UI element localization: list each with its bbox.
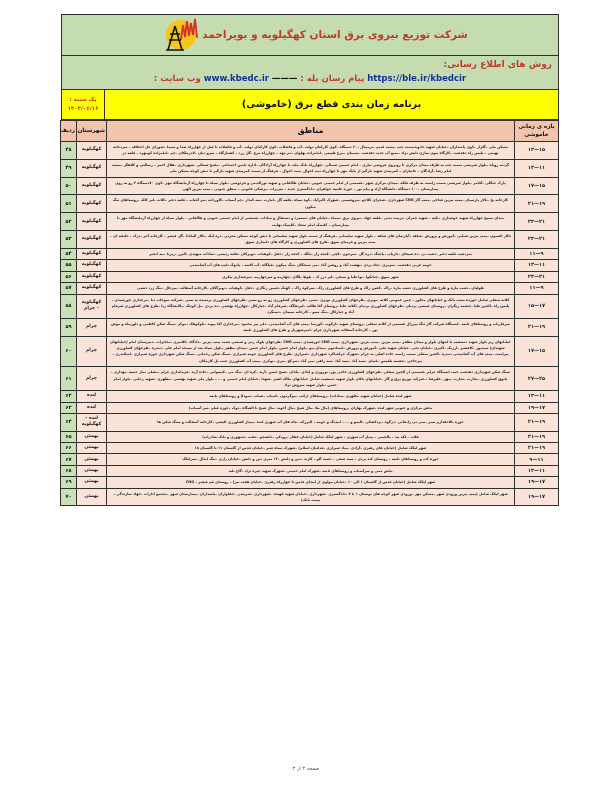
messenger-label: پیام رسان بله : [300, 74, 365, 84]
cell-city: لنده [77, 391, 107, 402]
cell-areas: شهر لیکک شامل (پمپ بنزین ورودی شهر –مسکن مهر –ورودی شهر کوچه های نوستان ۱ تا ۷ –دادگستری –شهرداری –خیابان شهید قهنجد –شهرداری –شریعتی –جقلواران –پاسداران –بیمارستان شهر –مجتمع ادارات –جهاد سازندگی –پست بانک) [107, 488, 515, 506]
table-header [61, 121, 559, 142]
cell-time: ۱۱—۱۳ [515, 391, 559, 402]
cell-row-number: ۶۹ [61, 477, 77, 488]
cell-areas: پارک جنگلی –آقامر –بلوار شریعتی سمت راست به طرف فلکه –میدان مرکزی شهر –قسمتی از امام خمینی جنوبی –خیابان طالقانی و شهید نورالدینی و فردوسی –بلوار سیاه تا چهارراه آزمایشگاه مهر –کوی ۷۰دستگاه ۲ رو به روی بیمارستان –۱۰۰ دستگاه –دانشگاه آزاد و پیام نور – حوزه علمیه خواهران –دادگستری جدید – تعزیرات –پزشکی قانونی – منطق جنوبی – پمپ بنزین الهی [107, 177, 515, 195]
cell-city: کهگیلویه [77, 283, 107, 294]
cell-row-number: ۶۷ [61, 454, 77, 465]
cell-time: ۱۹—۲۱ [515, 443, 559, 454]
table-row [61, 431, 559, 442]
table-row [61, 488, 559, 506]
cell-time: ۱۱—۱۳ [515, 260, 559, 271]
cell-city: بهمئی [77, 443, 107, 454]
table-row [61, 195, 559, 213]
cell-areas: خیابانهای زیر بلوار شهید دستغیب تا انتهای بلوار و میدان مظفر –پمپ بنزین –پمپ بنزین –شهرداری –پمپ CNG خورشیدی –پمپ CNG –طرحهای بلوک زنی و صنعتی پشت پمپ بنزین –دادگاه –کلانتری –مخابرات –دبیرستان امام (خیابانهای شهیدان) سیدپور –کافشیر –ارزنک –اکبری –خیابان نخی –خیابان شهید تقی –آموزش و پرورش –استادیوم –میدان بنو –بلوار امام حسن –بلوار امام حسن –میدان مظفر –بلوار سیاه بعد از مسجد امام علی –دمدره –طرحهای کشاورزی پیرامنت –پمپ های آب آشامیدنی دمدره –الچین سفلی سمت راست جاده اصلی به چرام –شهرک چرافیاکرد شهرداری –شیرازی –طرح های کشاورزی حومه شیرازی –سنگ شکن رحمانی –سنگ شکن شهرداری حوزه شیرازی –اسکندری –پیرحاجی –چشمه بلقیس –قنیان –سید آباد –سید آباد –سه راهی نمی آباد –سرکچ –بتری –توکری –پمپ آب کشاورزی جنب پل کارمکان [107, 336, 515, 367]
cell-time: ۱۹—۲۱ [515, 414, 559, 431]
table-row [61, 414, 559, 431]
date-value: ۱۴۰۴/۰۶/۱۶ [67, 105, 99, 112]
table-row [61, 294, 559, 318]
cell-areas: بخش ممی و سرآسیاب و روستاهای تابعه –شهرک امام خمینی –شهرک شهید چیره نژاد –گاج بلند [107, 465, 515, 476]
cell-time: ۱۹—۲۱ [515, 431, 559, 442]
info-methods-label: روش های اطلاع رسانی: [443, 60, 552, 70]
cell-time: ۹—۱۱ [515, 283, 559, 294]
table-row [61, 402, 559, 413]
cell-time: ۱۵—۱۷ [515, 177, 559, 195]
company-banner [61, 14, 559, 56]
table-body [61, 142, 559, 506]
cell-time: ۱۱—۹ [515, 454, 559, 465]
table-row [61, 283, 559, 294]
cell-time: ۱۹—۲۱ [515, 318, 559, 336]
company-title: شرکت توزیع نیروی برق استان کهگیلویه و بویراحمد [202, 29, 468, 41]
schedule-date-cell [62, 90, 105, 119]
column-header-city: شهرستان [77, 121, 107, 142]
cell-time: ۱۹—۲۱ [515, 195, 559, 213]
column-header-time: بازه ی زمانی خاموشی [515, 121, 559, 142]
cell-city: بهمئی [77, 431, 107, 442]
cell-areas: بخش مرکزی و جنوبی شهر لنده –شهرک بهاران –روستاهای (مال ملا –مال شیخ –مال آخوند –مال شیخ تا الشگاه –دوک –حوزه قیام –سر آسیاب) [107, 402, 515, 413]
cell-areas: حوزه بالادهدازم سبز –سی نی زابخاتی –دزگوه –بردکشکی –الیمو و ... – ابیدنگ و حومه – البرزکه –چاه های آب شهری لنده –پمپاژ کشاورزی الیشی –کارخانه آسفالت و سنگ شکن ها [107, 414, 515, 431]
cell-row-number: ۶۳ [61, 402, 77, 413]
cell-row-number: ۶۰ [61, 336, 77, 367]
cell-row-number: ۴۹ [61, 159, 77, 177]
cell-time: ۲۱—۲۳ [515, 213, 559, 231]
cell-row-number: ۴۸ [61, 142, 77, 160]
cell-areas: گردنه روباه –بلوار شریعتی سمت چپ به طرف میدان مرکزی تا روبروی فروشی تباری – امام خمینی شمالی –چهارراه بانک ملت تا چهارراه آزادگان –اداره تامین اجتماعی –مفتح شمالی –شهرداری –هلال احمر – رسالتی و کلاهگر –سعید امام رضا –آزادگان – جانبازان – کمربندی شهید بازگیر از بانک مهر تا چهارراه ثبت احوال –ثبت احوال – فرهنگ از سمت کمربندی شهید بازگیر تا دنش کوچه مسکن ملی [107, 159, 515, 177]
cell-row-number: ۶۵ [61, 431, 77, 442]
cell-row-number: ۶۶ [61, 443, 77, 454]
cell-areas: شهر لنده شامل (خیابان شهید مطهری –سادات) –روستاهای ارائب –موگرمون –کمباب –شباب –سودا) و روستاهای تابعه [107, 391, 515, 402]
cell-areas: تالار افسون –پمپ بنزین ضیایی –آموزش و پرورش –شاهد –آپارتمان های شاهد – بلوار شهید سلیمانی –فرهنگ از سمت بلوار شهید سلیمانی تا دنش کوچه مسکن مخزنی –دره لنک –تالار الپانانا –گل قیصر – کارخانه آجر –دزک – خلیفه ای –پمپ بنزین و فرمنان سوق –طرح های کشاورزی و کارگاه های دامداری سوق [107, 231, 515, 249]
table-row [61, 318, 559, 336]
cell-row-number: ۶۱ [61, 367, 77, 391]
cell-areas: مسکن ملی –گلزار –کوی پاسداران –خیابان شهید دادوندسمت چپ –پست قدیم –ترمینال –۶۰ دستگاه –کوی کارکنان دولت –آب و فاضلاب –کوی کارکنان دولت –آب و فاضلاب تا قبل از چهارراه صدا و سیما –شورای حل اختلاف – سردخانه بهمنی – پلیس راه دهدشت –کارگاه بتون سازی تابش نژاد –منبع آب جدید دهدشت –سمنان –مرج طبیعی –امامزاده پهلوان –دم مهد – چهارراه مرغ –گل زرد – کشتارگاه – سرو دیان –لادرملکان –چم –امامزاده کومهرد – قلعه دز [107, 142, 515, 160]
cell-row-number: ۵۴ [61, 248, 77, 259]
cell-time: ۱۷—۱۹ [515, 402, 559, 413]
cell-city: بهمئی [77, 488, 107, 506]
table-row [61, 260, 559, 271]
column-header-row: ردیف [61, 121, 77, 142]
cell-city: لنده – کهگیلویه [77, 414, 107, 431]
cell-areas: شهر لیکک شامل (خیابان قدس از گلستان ۱ الی ۱۰ –خیابان مولوی از ابتدای قدس تا چهارراه رهبری –خیابان هفت تیر) – روستای قم قیصر – CNG [107, 477, 515, 488]
cell-city: چرام [77, 336, 107, 367]
cell-city: کهگیلویه [77, 231, 107, 249]
cell-time: ۹—۱۱ [515, 248, 559, 259]
cell-time: ۲۵—۲۷ [515, 367, 559, 391]
date-label: یک شنبه : [69, 96, 97, 103]
cell-city: چرام [77, 318, 107, 336]
cell-city: کهگیلویه – چرام [77, 294, 107, 318]
table-row [61, 465, 559, 476]
cell-row-number: ۶۴ [61, 414, 77, 431]
cell-row-number: ۶۲ [61, 391, 77, 402]
outage-schedule-table [60, 120, 559, 506]
cell-areas: سنگ شکن شهرداری دهدشت جنب ایستگاه چرام –قسمتی از الچین سفلی –طرحهای کشاورزی حاجی پور، نوروزی و لیادی –بلدان –شیخ حسن –آرند –کره ای –تنگ می –کیسوانی –جاده آرند –فرمانداری چرام –مصلی نماز جمعه –بهداری –پاتوق کشاورزی –تجارت –تجارت –مهر –علیرضا ––شرکت توزیع برق و گاز –خیابانهای بالای بلوار شهید دستغیب شامل خیابانهای مالک اشتر –شهدا –خیابان امام خمینی و ... – بلوار ملی شهید بهشتی –مطهری –شهید رجایی –بلوار امام حسن –بلوار شهید سروش نژاد [107, 367, 515, 391]
page-number-label: صفحه ۳ از ۳ [292, 766, 320, 772]
cell-city: لنده [77, 402, 107, 413]
table-row [61, 271, 559, 282]
cell-time: ۱۱—۱۳ [515, 465, 559, 476]
cell-city: کهگیلویه [77, 213, 107, 231]
messenger-url[interactable]: https://ble.ir/kbedcir [367, 74, 467, 84]
cell-time: ۱۷—۱۹ [515, 477, 559, 488]
cell-row-number: ۵۸ [61, 294, 77, 318]
website-url[interactable]: www.kbedc.ir [203, 74, 269, 84]
cell-time: ۱۷—۱۹ [515, 488, 559, 506]
outage-schedule-sheet [61, 14, 559, 506]
table-row [61, 177, 559, 195]
cell-city: کهگیلویه [77, 177, 107, 195]
cell-city: بهمئی [77, 477, 107, 488]
contact-info-banner [61, 56, 559, 90]
cell-time: ۱۵—۱۳ [515, 142, 559, 160]
cell-areas: سردشت قلعه دختر –دشت نی –ده شیخان –دارباب –پاچنگ –دره گل –سرخون –کچی –کنجه زار –تالک – کنجه زار –جفل –کوهبات –دوبرکان –قلعه رئیسی –سادات منهیدی –البرز –زیرنا –بید انجیر [107, 248, 515, 259]
table-row [61, 248, 559, 259]
cell-city: کهگیلویه [77, 248, 107, 259]
cell-time: ۱۷—۱۵ [515, 294, 559, 318]
cell-time: ۱۵—۱۷ [515, 336, 559, 367]
table-row [61, 336, 559, 367]
cell-areas: حوزه کت و روستاهای تابعه – روستای کبد بردی – سید صفی – دشت آلو – کارند –دین و دانش –۱۴ متری دین و دانش –خیابان رازی –تنگ ایدال –سرلیکک [107, 454, 515, 465]
cell-row-number: ۵۵ [61, 260, 77, 271]
cell-areas: میدان بسیج چهارراه شهید خوشنازی –تکیه – شهید چمران –تربیت بدنی –قلعه جهاد –نیروی برق –سماء –خیابان های دستمزد و دستقال و سادات –شمشی از امام خمینی جنوبی و طالقانی – بلوار سیاه از چهارراه آزمایشگاه مهر تا بیمارستان – کلینیک امام سجاد –کلینیک نهایت [107, 213, 515, 231]
cell-city: کهگیلویه [77, 260, 107, 271]
table-row [61, 159, 559, 177]
cell-city: چرام [77, 367, 107, 391]
cell-areas: سرقاریاب و روستاهای تابعه –ایستگاه شرکت گاز تنگ پیرزال قسمتی از کلاته سفلی –روستای شهید دارکوب –کورسا –پمپ های آب آشامیدنی –دلی پیر محمود –مرغداری آقا پیوند –تلوکوهک –موکر –سنگ شکن کاظمی و داوریناه و موش پور – کارخانه آسفالت شهرداری چرام –امیرشهریار و طرح های کشاورزی تابعه [107, 318, 515, 336]
cell-city: بهمئی [77, 465, 107, 476]
cell-city: کهگیلویه [77, 159, 107, 177]
cell-row-number: ۷۰ [61, 488, 77, 506]
cell-city: بهمئی [77, 454, 107, 465]
cell-areas: قلات – لکه بید – پالچینی – پمپاژ آب شهری – شهر لیکک شامل (خیابان عطار –رودکی –دانشجو –جفت –جمهوری و بانک صادرات) [107, 431, 515, 442]
table-row [61, 142, 559, 160]
table-row [61, 443, 559, 454]
cell-time: ۲۱—۲۳ [515, 231, 559, 249]
info-separator: ——— [271, 74, 298, 84]
website-label: وب سایت : [153, 74, 201, 84]
cell-row-number: ۶۸ [61, 465, 77, 476]
cell-city: کهگیلویه [77, 271, 107, 282]
table-row [61, 213, 559, 231]
table-row [61, 231, 559, 249]
table-row [61, 477, 559, 488]
schedule-title-bar [61, 90, 559, 120]
cell-areas: کارخانه یخ –تالار پارسیان –پمپ بنزین فتاحی –پمپ گاز CNG شهرداری –صحرای کلاجو –پتروشیمی –شهرک اکبرآباد –کوه سیاه –قلعه گل –امارت –سه کندار –چم آسیاب –کاوردانه –تیر آفتاب – قلعه دختر –کلات –لیر کلک –روستاهای تنگ میکون [107, 195, 515, 213]
schedule-title: برنامه زمان بندی قطع برق (خاموشی) [105, 90, 558, 119]
cell-row-number: ۵۲ [61, 213, 77, 231]
cell-areas: کلاته سفلی شامل خورده بست بانک و خیابانهای مجاور – چمن عمومی کلاته –نوبری –طرحهای کشاورزی نوبری –نسی –طرحهای کشاورزی رو به رو نسی –طرحهای کشاورزی نرسیده به نسی –شرکت سوخات دنا –مرغداری خورشیدی –پلیس راه –الچین طیا –چشمه زنگران –روستای صنعتی بردیان –طرحهای کشاورزی بردیان /کلاته علیا –روستای آقا طالب –لیرتفگک –شرفام آباد –خیارکال –چهارراه بهشتی –ده بردی –تل کوچک –پالایشگاه رنا –طرح های کشاورزی شرفام آباد و خیارکال –تنگ سبو – کارخانه سیمان –دستگرد [107, 294, 515, 318]
table-header-row [61, 121, 559, 142]
table-row [61, 367, 559, 391]
cell-time: ۲۱—۲۳ [515, 271, 559, 282]
cell-city: کهگیلویه [77, 142, 107, 160]
logo-pylon-icon [164, 25, 186, 51]
cell-areas: شهر سوق –چنانکوا –نوا طیا و سنقی –لیر درز ک – بلوط بلگان –چهارمه و سرچهارمه –سرفتداری بیکری [107, 271, 515, 282]
cell-row-number: ۵۷ [61, 283, 77, 294]
cell-row-number: ۵۰ [61, 177, 77, 195]
cell-row-number: ۵۱ [61, 195, 77, 213]
info-contact-line [68, 72, 552, 86]
table-row [61, 391, 559, 402]
cell-areas: طولیان –دشت مازه و طرح های کشاورزی دشت مازه –راک –کفین راک و طرح های کشاورزی راک –سرکوه راک – کهنک دشمن زنگاری –جفل –کوهبات –دوبرگکان –کارخانه آسفالت –پیرچال –تنگ زرد دشتی [107, 283, 515, 294]
cell-row-number: ۵۹ [61, 318, 77, 336]
cell-areas: حومه غربی دهدشت –سرپری –چاه بردی –نهضت آباد و روشن آباد –می سنجگان –تنگ میکون –فیلگاه –آب کاسه – پادوک تایپ های آب آشامیدنی [107, 260, 515, 271]
page-footer [0, 766, 612, 772]
cell-row-number: ۵۳ [61, 231, 77, 249]
table-row [61, 454, 559, 465]
cell-city: کهگیلویه [77, 195, 107, 213]
cell-time: ۱۱—۱۳ [515, 159, 559, 177]
column-header-areas: مناطق [107, 121, 515, 142]
cell-row-number: ۵۶ [61, 271, 77, 282]
cell-areas: شهر لیکک شامل (خیابان های رهبری –آزادی –میاد شیرازی –فدائیان اسلام) –شهرک سیاه شیر –خیابان قدس از گلستان ۱۱ تا گلستان ۱۸ [107, 443, 515, 454]
kbedc-logo-icon [162, 17, 202, 53]
